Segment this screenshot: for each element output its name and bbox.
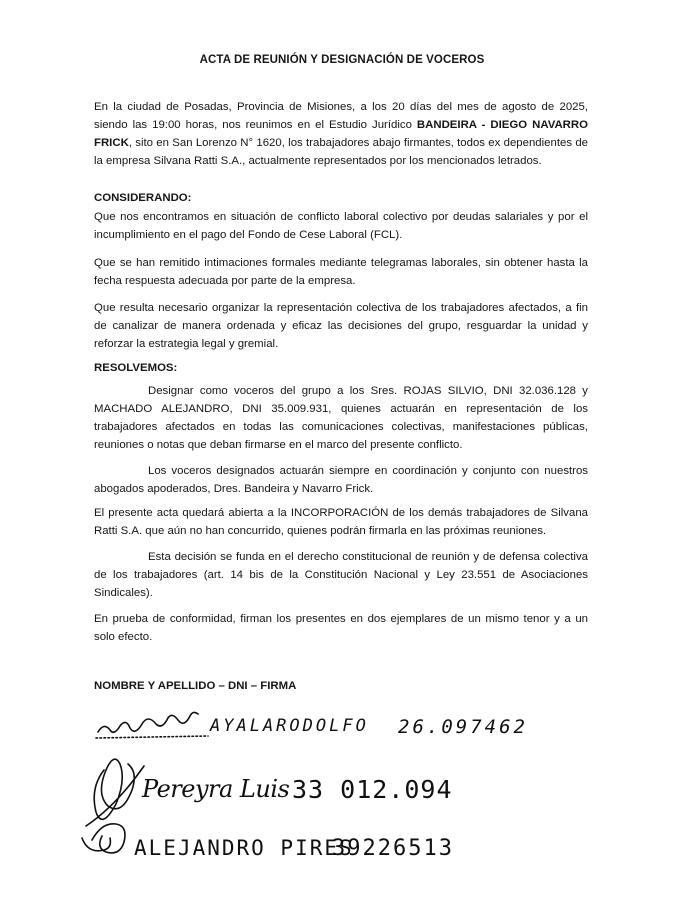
resolvemos-paragraph-2: Los voceros designados actuarán siempre en coordinación y conjunto con nuestros abogados apoderados, Dres. Bandeira y Navarro Frick.: [94, 465, 588, 495]
signature-1-name: AYALARODOLFO: [210, 716, 369, 736]
resolvemos-paragraph-1: Designar como voceros del grupo a los Sres. ROJAS SILVIO, DNI 32.036.128 y MACHADO ALEJANDRO, DNI 35.009.931, quienes actuarán en representación de los trabajadores afectados en todas las comunicaciones colectivas, manifestaciones públicas, reuniones o notas que deban firmarse en el marco del presente conflicto.: [94, 385, 588, 451]
paragraph-3-text-a: El presente acta quedará abierta a la: [94, 507, 291, 519]
considerando-item-2: Que se han remitido intimaciones formales mediante telegramas laborales, sin obtener hasta la fecha respuesta adecuada por parte de la empresa.: [94, 257, 588, 287]
signature-3-name: ALEJANDRO PIRES: [134, 836, 354, 860]
signature-2-name: Pereyra Luis: [142, 775, 290, 803]
signature-1-dni: 26.097462: [398, 716, 528, 738]
considerando-item-1: Que nos encontramos en situación de conflicto laboral colectivo por deudas salariales y por el incumplimiento en el pago del Fondo de Cese Laboral (FCL).: [94, 211, 588, 241]
resolvemos-heading: RESOLVEMOS:: [94, 362, 178, 374]
paragraph-3-text-b: de los demás trabajadores de Silvana Ratti S.A. que aún no han concurrido, quienes podrán firmarla en las próximas reuniones.: [94, 507, 588, 537]
intro-text-b: , sito en San Lorenzo N° 1620, los trabajadores abajo firmantes, todos ex dependientes de la empresa Silvana Ratti S.A., actualmente representados por los mencionados letrados.: [94, 137, 588, 167]
signature-3-dni: 39226513: [332, 836, 454, 861]
incorporacion-word: INCORPORACIÓN: [290, 507, 389, 519]
signatures-heading: NOMBRE Y APELLIDO – DNI – FIRMA: [94, 680, 297, 692]
document-title: ACTA DE REUNIÓN Y DESIGNACIÓN DE VOCEROS: [199, 54, 485, 66]
intro-text-a: En la ciudad de Posadas, Provincia de Misiones, a los 20 días del mes de agosto de 2025, siendo las 19:00 horas, nos reunimos en el Estudio Jurídico: [94, 101, 588, 131]
considerando-item-3: Que resulta necesario organizar la representación colectiva de los trabajadores afectados, a fin de canalizar de manera ordenada y eficaz las decisiones del grupo, resguardar la unidad y reforzar la estrategia legal y gremial.: [94, 302, 588, 350]
signature-2-dni: 33 012.094: [292, 775, 453, 804]
signature-scribble-1: [98, 712, 198, 732]
considerando-heading: CONSIDERANDO:: [94, 192, 192, 204]
law-firm-name: BANDEIRA - DIEGO NAVARRO FRICK: [94, 119, 588, 149]
resolvemos-paragraph-5: En prueba de conformidad, firman los presentes en dos ejemplares de un mismo tenor y a un solo efecto.: [94, 613, 588, 643]
resolvemos-paragraph-4: Esta decisión se funda en el derecho constitucional de reunión y de defensa colectiva de los trabajadores (art. 14 bis de la Constitución Nacional y Ley 23.551 de Asociaciones Sindicales).: [94, 551, 588, 599]
